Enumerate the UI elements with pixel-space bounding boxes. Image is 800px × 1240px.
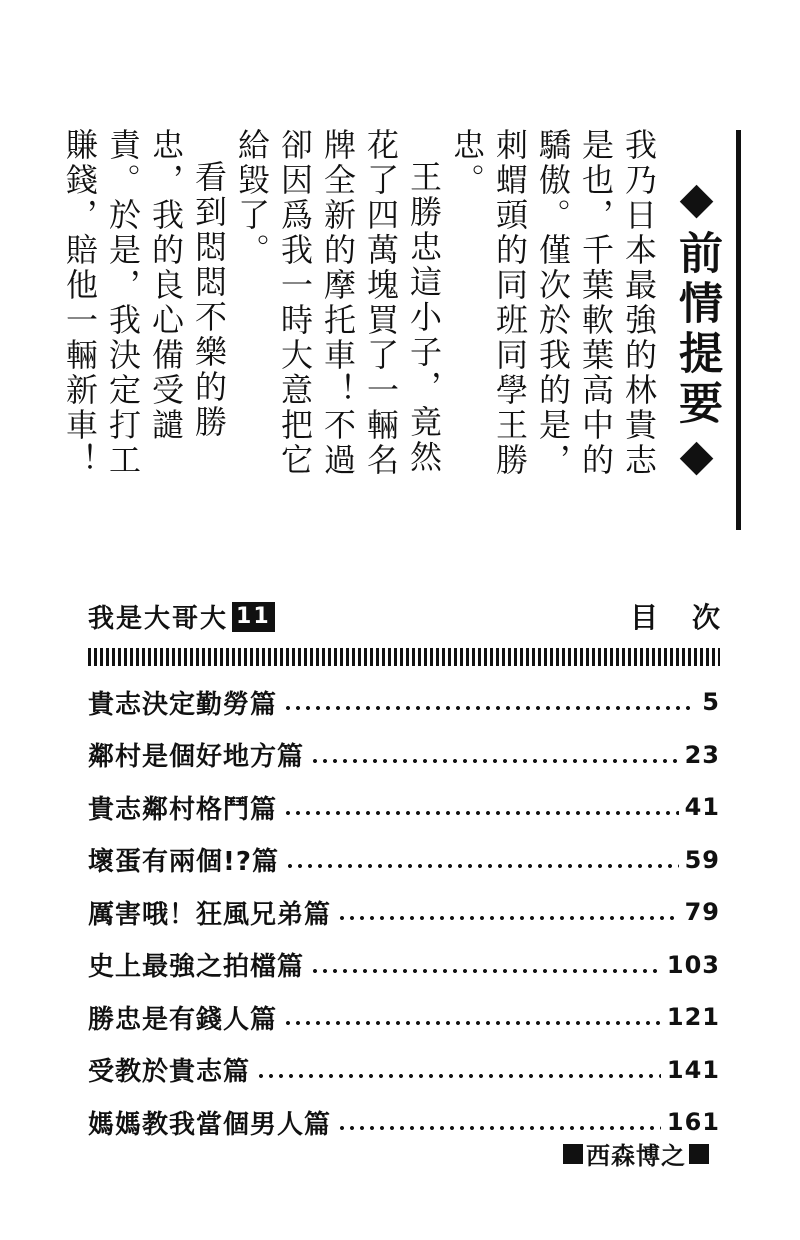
toc-title: 媽媽教我當個男人篇 bbox=[88, 1109, 332, 1140]
author-name: 西森博之 bbox=[586, 1142, 686, 1170]
toc-entry[interactable] bbox=[88, 834, 720, 887]
toc-entry[interactable] bbox=[88, 1044, 720, 1097]
toc-page: 41 bbox=[684, 793, 720, 822]
toc-entry[interactable] bbox=[88, 781, 720, 834]
table-of-contents bbox=[88, 676, 720, 1149]
toc-leader bbox=[283, 811, 679, 815]
contents-label: 目次 bbox=[630, 601, 755, 634]
book-title-text: 我是大哥大 bbox=[88, 604, 229, 634]
toc-page: 141 bbox=[666, 1055, 720, 1084]
toc-page: 103 bbox=[666, 950, 720, 979]
recap-paragraph: 王勝忠這小子，竟然花了四萬塊買了一輛名牌全新的摩托車！不過卻因爲我一時大意把它給毀了。 bbox=[233, 128, 443, 478]
toc-leader bbox=[310, 969, 661, 973]
recap-paragraph: 看到悶悶不樂的勝忠，我的良心備受譴責。於是，我決定打工賺錢，賠他一輛新車！ bbox=[61, 128, 228, 478]
toc-entry[interactable] bbox=[88, 676, 720, 729]
toc-title: 勝忠是有錢人篇 bbox=[88, 1004, 278, 1035]
divider-ruler bbox=[88, 648, 720, 666]
toc-page: 23 bbox=[684, 740, 720, 769]
toc-leader bbox=[337, 1126, 661, 1130]
toc-page: 121 bbox=[666, 1003, 720, 1032]
square-bullet-icon bbox=[563, 1144, 583, 1164]
toc-title: 貴志決定勤勞篇 bbox=[88, 689, 278, 720]
toc-leader bbox=[310, 759, 679, 763]
recap-text bbox=[61, 128, 660, 508]
toc-title: 貴志鄰村格鬥篇 bbox=[88, 794, 278, 825]
toc-page: 161 bbox=[666, 1108, 720, 1137]
toc-leader bbox=[283, 706, 696, 710]
toc-leader bbox=[283, 1021, 661, 1025]
toc-leader bbox=[337, 916, 679, 920]
toc-entry[interactable] bbox=[88, 886, 720, 939]
volume-badge: 11 bbox=[232, 602, 275, 632]
toc-title: 史上最強之拍檔篇 bbox=[88, 952, 305, 983]
toc-page: 59 bbox=[684, 845, 720, 874]
toc-entry[interactable] bbox=[88, 729, 720, 782]
recap-paragraph: 我乃日本最強的林貴志是也，千葉軟葉高中的驕傲。僅次於我的是，刺蝟頭的同班同學王勝忠。 bbox=[448, 128, 658, 478]
toc-leader bbox=[285, 864, 679, 868]
toc-page: 79 bbox=[684, 898, 720, 927]
author-credit bbox=[560, 1136, 712, 1171]
recap-title: ◆前情提要◆ bbox=[668, 130, 741, 530]
toc-title: 受教於貴志篇 bbox=[88, 1057, 251, 1088]
toc-entry[interactable] bbox=[88, 991, 720, 1044]
toc-title: 鄰村是個好地方篇 bbox=[88, 742, 305, 773]
toc-title: 壞蛋有兩個!?篇 bbox=[88, 847, 279, 878]
toc-leader bbox=[256, 1074, 661, 1078]
square-bullet-icon bbox=[689, 1144, 709, 1164]
book-title bbox=[88, 598, 275, 635]
toc-page: 5 bbox=[702, 688, 720, 717]
toc-entry[interactable] bbox=[88, 939, 720, 992]
toc-title: 厲害哦！狂風兄弟篇 bbox=[88, 899, 332, 930]
